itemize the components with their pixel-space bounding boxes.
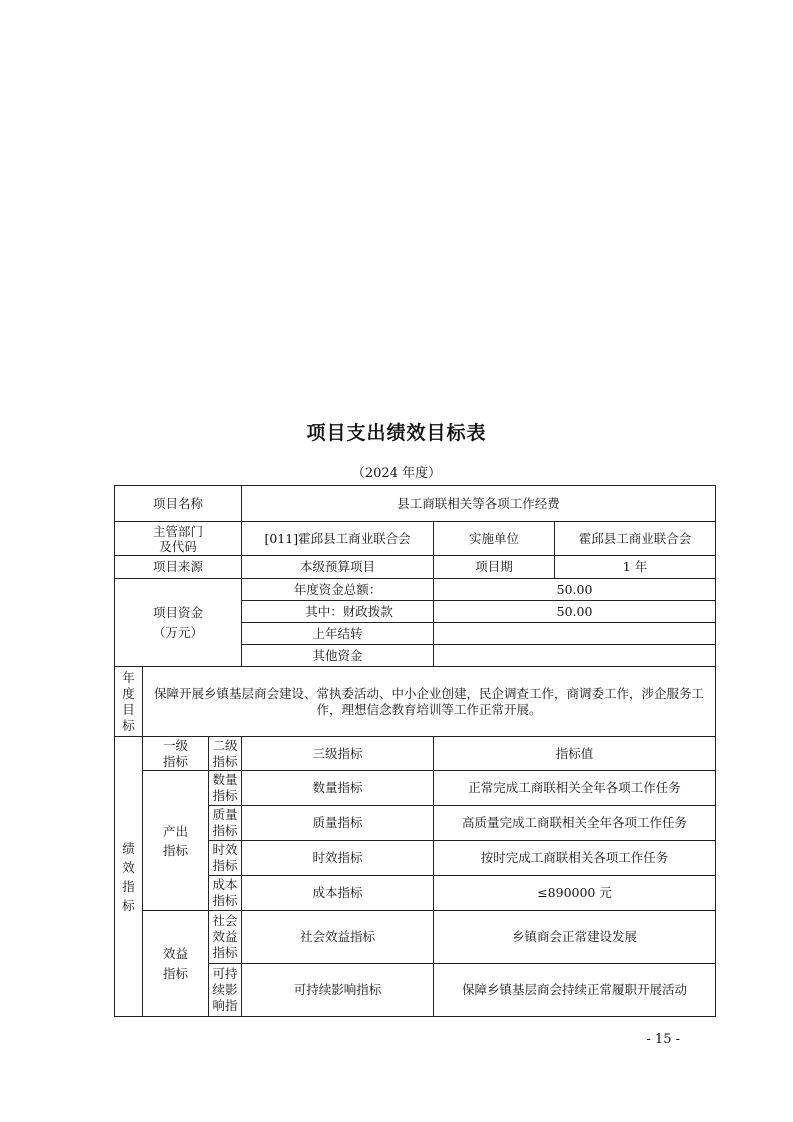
table-row bbox=[115, 911, 716, 964]
fiscal-funds-value: 50.00 bbox=[434, 601, 716, 623]
table-row bbox=[115, 486, 716, 522]
header-level2: 二级指标 bbox=[209, 737, 242, 771]
level3-cell: 数量指标 bbox=[242, 771, 434, 806]
level3-cell: 可持续影响指标 bbox=[242, 964, 434, 1017]
year-subtitle: （2024 年度） bbox=[351, 466, 442, 481]
value-cell: ≤890000 元 bbox=[434, 876, 716, 911]
level3-cell: 时效指标 bbox=[242, 841, 434, 876]
level2-cell: 数量指标 bbox=[209, 771, 242, 806]
level2-cell: 可持续影响指 bbox=[209, 964, 242, 1017]
project-name-value: 县工商联相关等各项工作经费 bbox=[242, 486, 716, 522]
value-cell: 按时完成工商联相关各项工作任务 bbox=[434, 841, 716, 876]
project-name-label: 项目名称 bbox=[115, 486, 242, 522]
other-funds-label: 其他资金 bbox=[242, 645, 434, 667]
level3-cell: 社会效益指标 bbox=[242, 911, 434, 964]
dept-label: 主管部门及代码 bbox=[115, 522, 242, 556]
period-value: 1 年 bbox=[555, 556, 716, 579]
value-cell: 乡镇商会正常建设发展 bbox=[434, 911, 716, 964]
carry-funds-value bbox=[434, 623, 716, 645]
header-value: 指标值 bbox=[434, 737, 716, 771]
carry-funds-label: 上年结转 bbox=[242, 623, 434, 645]
fiscal-funds-label: 其中：财政拨款 bbox=[242, 601, 434, 623]
level2-cell: 质量指标 bbox=[209, 806, 242, 841]
table-row bbox=[115, 667, 716, 737]
level2-cell: 社会效益指标 bbox=[209, 911, 242, 964]
period-label: 项目期 bbox=[434, 556, 555, 579]
table-title: 项目支出绩效目标表 bbox=[306, 422, 487, 444]
indicators-label: 绩效指标 bbox=[115, 737, 143, 1017]
performance-target-table bbox=[114, 485, 716, 1017]
level2-cell: 时效指标 bbox=[209, 841, 242, 876]
header-level1: 一级指标 bbox=[143, 737, 209, 771]
total-funds-label: 年度资金总额： bbox=[242, 579, 434, 601]
value-cell: 高质量完成工商联相关全年各项工作任务 bbox=[434, 806, 716, 841]
level3-cell: 质量指标 bbox=[242, 806, 434, 841]
value-cell: 正常完成工商联相关全年各项工作任务 bbox=[434, 771, 716, 806]
table-row bbox=[115, 522, 716, 556]
impl-value: 霍邱县工商业联合会 bbox=[555, 522, 716, 556]
level3-cell: 成本指标 bbox=[242, 876, 434, 911]
annual-goal-text: 保障开展乡镇基层商会建设、常执委活动、中小企业创建，民企调查工作，商调委工作，涉企服务工作，理想信念教育培训等工作正常开展。 bbox=[143, 667, 716, 737]
other-funds-value bbox=[434, 645, 716, 667]
total-funds-value: 50.00 bbox=[434, 579, 716, 601]
annual-goal-label: 年度目标 bbox=[115, 667, 143, 737]
level2-cell: 成本指标 bbox=[209, 876, 242, 911]
dept-value: [011]霍邱县工商业联合会 bbox=[242, 522, 434, 556]
header-level3: 三级指标 bbox=[242, 737, 434, 771]
source-value: 本级预算项目 bbox=[242, 556, 434, 579]
output-indicators-label: 产出指标 bbox=[143, 771, 209, 911]
benefit-indicators-label: 效益指标 bbox=[143, 911, 209, 1017]
page-number: - 15 - bbox=[646, 1032, 680, 1047]
table-row bbox=[115, 556, 716, 579]
table-row bbox=[115, 737, 716, 771]
impl-label: 实施单位 bbox=[434, 522, 555, 556]
table-row bbox=[115, 771, 716, 806]
funds-label: 项目资金（万元） bbox=[115, 579, 242, 667]
source-label: 项目来源 bbox=[115, 556, 242, 579]
table-row bbox=[115, 579, 716, 601]
value-cell: 保障乡镇基层商会持续正常履职开展活动 bbox=[434, 964, 716, 1017]
